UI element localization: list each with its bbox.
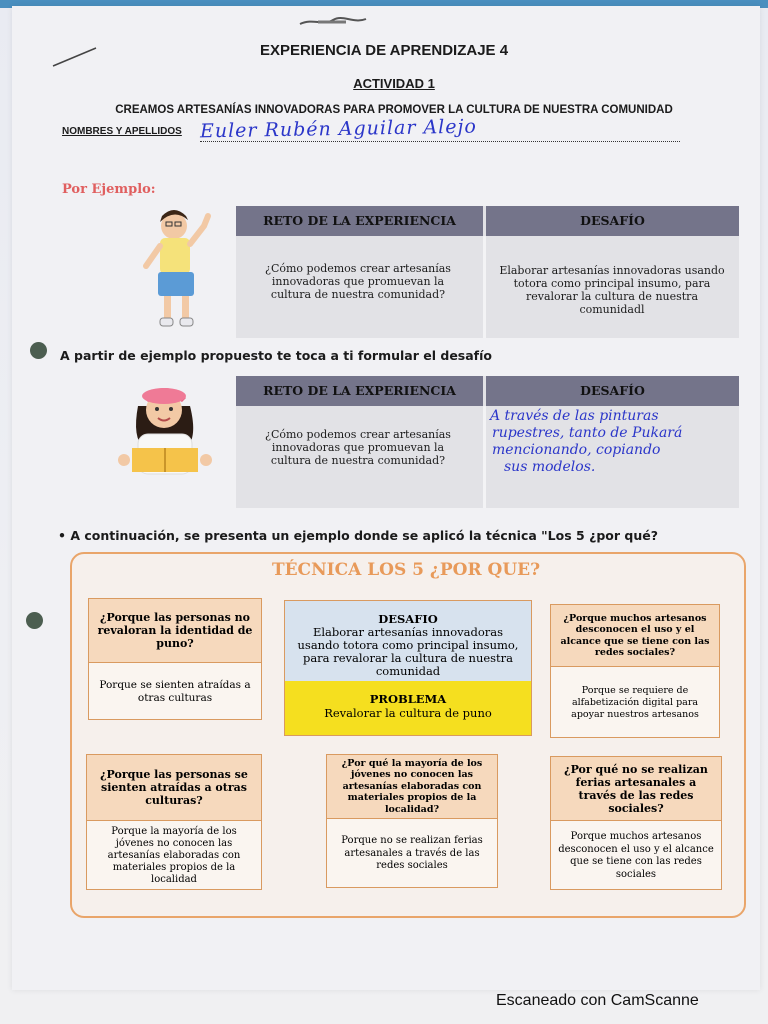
desafio-problema-box — [284, 600, 532, 736]
example-reto-header: RETO DE LA EXPERIENCIA — [236, 206, 483, 236]
exercise-reto-text: ¿Cómo podemos crear artesanías innovadoras que promuevan la cultura de nuestra comunidad? — [265, 428, 451, 467]
why-answer: Porque la mayoría de los jóvenes no conocen las artesanías elaboradas con materiales propios de la localidad — [107, 826, 241, 885]
why-question: ¿Por qué no se realizan ferias artesanales a través de las redes sociales? — [551, 757, 721, 821]
exercise-desafio-header: DESAFÍO — [486, 376, 739, 406]
why-question: ¿Porque muchos artesanos desconocen el uso y el alcance que se tiene con las redes sociales? — [551, 605, 719, 667]
why-box-3 — [86, 754, 262, 890]
activity-title: ACTIVIDAD 1 — [353, 76, 435, 91]
why-box-5 — [550, 756, 722, 890]
desafio-text: Elaborar artesanías innovadoras usando totora como principal insumo, para revalorar la cultura de nuestra comunidad — [297, 625, 519, 678]
names-handwritten-value: Euler Rubén Aguilar Alejo — [199, 115, 478, 143]
technique-intro: • A continuación, se presenta un ejemplo donde se aplicó la técnica "Los 5 ¿por qué? — [58, 528, 658, 543]
why-answer: Porque no se realizan ferias artesanales a través de las redes sociales — [341, 835, 483, 872]
answer-line: rupestres, tanto de Pukará — [492, 425, 683, 441]
desafio-section — [285, 601, 531, 681]
binder-hole-icon — [30, 342, 47, 359]
problema-section — [285, 681, 531, 735]
why-question: ¿Porque las personas se sienten atraídas a otras culturas? — [87, 755, 261, 821]
desafio-label: DESAFIO — [378, 612, 438, 626]
exercise-reto-header: RETO DE LA EXPERIENCIA — [236, 376, 483, 406]
why-box-2 — [550, 604, 720, 738]
why-box-4 — [326, 754, 498, 888]
exercise-instruction: A partir de ejemplo propuesto te toca a ti formular el desafío — [60, 348, 492, 363]
answer-line: sus modelos. — [504, 459, 596, 475]
page-title: EXPERIENCIA DE APRENDIZAJE 4 — [259, 42, 509, 59]
problema-text: Revalorar la cultura de puno — [324, 706, 492, 720]
example-table — [236, 206, 739, 338]
page-subtitle: CREAMOS ARTESANÍAS INNOVADORAS PARA PROMOVER LA CULTURA DE NUESTRA COMUNIDAD — [115, 104, 673, 116]
table-divider — [483, 236, 486, 338]
girl-reading-illustration — [110, 376, 220, 476]
problema-label: PROBLEMA — [369, 692, 447, 706]
scanner-watermark: Escaneado con CamScanne — [496, 992, 699, 1009]
names-label: NOMBRES Y APELLIDOS — [62, 126, 182, 137]
binder-hole-icon — [26, 612, 43, 629]
exercise-table — [236, 376, 739, 508]
stamp-mark-icon — [298, 14, 368, 30]
example-desafio-header: DESAFÍO — [486, 206, 739, 236]
why-question: ¿Por qué la mayoría de los jóvenes no conocen las artesanías elaboradas con materiales propios de la localidad? — [327, 755, 497, 819]
technique-title: TÉCNICA LOS 5 ¿POR QUE? — [271, 560, 541, 580]
answer-line: mencionando, copiando — [492, 442, 661, 458]
example-label: Por Ejemplo: — [62, 182, 156, 197]
why-answer: Porque se sienten atraídas a otras culturas — [99, 679, 251, 704]
why-box-1 — [88, 598, 262, 720]
why-question: ¿Porque las personas no revaloran la identidad de puno? — [89, 599, 261, 663]
why-answer: Porque muchos artesanos desconocen el uso y el alcance que se tiene con las redes sociales — [558, 831, 714, 880]
exercise-handwritten-answer — [486, 408, 738, 476]
example-desafio-text: Elaborar artesanías innovadoras usando totora como principal insumo, para revalorar la cultura de nuestra comunidadl — [499, 264, 725, 316]
boy-illustration — [138, 204, 218, 332]
example-reto-text: ¿Cómo podemos crear artesanías innovadoras que promuevan la cultura de nuestra comunidad? — [265, 262, 451, 301]
answer-line: A través de las pinturas — [490, 408, 659, 424]
why-answer: Porque se requiere de alfabetización digital para apoyar nuestros artesanos — [571, 685, 699, 720]
